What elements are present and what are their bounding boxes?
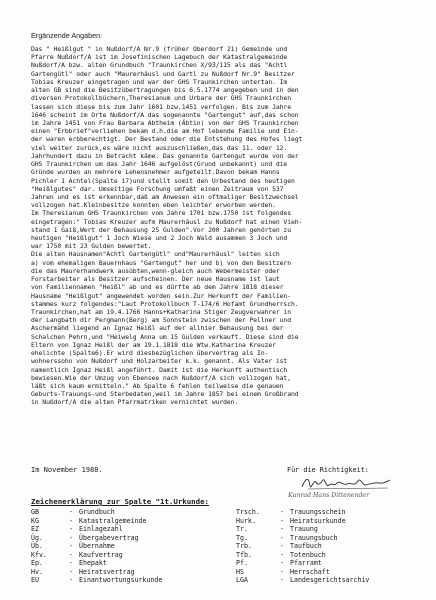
body-line: Geburts-Trauungs-und Sterbedaten,weil im Jahre 1857 bei einem Großbrand [31, 390, 299, 399]
legend-row [236, 525, 369, 534]
legend-row [236, 551, 369, 560]
body-line: alten GB sind die Besitzübertragungen bis 6.5.1774 angegeben und in den [31, 86, 299, 95]
body-line: Forstarbeiter als Besitzer aufscheinen. Der neue Hausname ist laut [31, 275, 280, 284]
body-line: Aschermähd liegend an Ignaz Heißl auf der allhier Behausung bei der [31, 324, 284, 333]
legend-row [31, 551, 162, 560]
legend-label: Kaufvertrag [79, 550, 123, 559]
legend-separator: - [69, 576, 73, 584]
body-line: diversen Protokollbüchern,Theresianum und Urbare der GHS Traunkirchen [31, 94, 291, 103]
legend-abbreviation: Trb. [236, 542, 252, 550]
body-line: läßt sich kaum ermitteln." Ab Spalte 6 fehlen teilweise die genauen [31, 381, 284, 390]
legend-row [236, 559, 369, 568]
body-line: Schalchen Pehrn,und "Heiwelg Anna um 15 Gulden verkauft. Diese sind die [31, 332, 299, 341]
legend-abbreviation: Pf. [236, 559, 248, 567]
body-line: viel weiter zurück,es wäre nicht auszuschließen,das das 11. oder 12. [31, 143, 288, 152]
legend-row [31, 568, 162, 577]
body-line: in Nußdorf/A die alten Pfarrmatriken vernichtet wurden. [31, 398, 239, 407]
legend-label: Trauungsschein [290, 508, 346, 516]
legend-row [236, 508, 369, 517]
legend-separator: - [69, 516, 73, 525]
legend-label: Pfarramt [290, 559, 322, 567]
legend-abbreviation: Hurk. [236, 516, 256, 525]
legend-separator: - [280, 516, 284, 525]
legend-label: Katastralgemeinde [79, 516, 147, 525]
body-line: a) vom ehemaligen Bauernhaus "Gartengut" her und b) von den Besitzern [31, 258, 291, 267]
body-line: Gründe wurden an mehrere Lehensnehmer aufgeteilt.Davon bekam Hanns [31, 168, 280, 177]
legend-separator: - [280, 525, 284, 533]
legend-row [236, 534, 369, 543]
confirmation-label: Für die Richtigkeit: [287, 466, 369, 474]
body-line: namentlich Ignaz Heißl angeführt. Damit ist die Herkunft authentisch [31, 365, 288, 374]
legend-abbreviation: Tfb. [236, 550, 252, 559]
legend-row [31, 534, 162, 543]
legend-abbreviation: GB [31, 508, 39, 516]
body-line: "Heißlgutes" dar. Umseitige Forschung umfaßt einen Zeitraum von 537 [31, 184, 284, 193]
body-line: im Jahre 1451 von Frau Barbara Abtheim (Äbtin) von der GHS Traunkirchen [31, 118, 299, 127]
legend-label: Grundbuch [79, 508, 115, 516]
legend-row [236, 568, 369, 577]
legend-label: Trauung [290, 525, 318, 533]
body-line: lassen sich diese bis zum Jahr 1601 bzw.1451 verfolgen. Bis zum Jahre [31, 102, 291, 111]
legend-abbreviation: Trsch. [236, 508, 260, 516]
body-line: Gartengütl" oder auch "Maurerhäusl und Gartl zu Nußdorf Nr.9" Besitzer [31, 69, 295, 78]
body-line: wohnerssohn von Nußdorf und Holzarbeiter k.k. genannt. Als Vater ist [31, 357, 288, 366]
legend-row [236, 517, 369, 526]
body-line: Hausname "Heißlgut" angewendet worden sein.Zur Herkunft der Familien- [31, 291, 291, 300]
legend-right-column [236, 508, 369, 585]
legend-abbreviation: Üg. [31, 533, 43, 542]
body-line: bewiesen.Wie der Umzug von Ebensee nach Nußdorf/A sich vollzogen hat, [31, 373, 291, 382]
legend-abbreviation: Ep. [31, 559, 43, 567]
body-line: stand 1 Gaiß,Wert der Behausung 25 Gulden".Vor 200 Jahren gehörten zu [31, 225, 291, 234]
body-line: Die alten Hausnamen"Achtl Gartengütl" und"Maurerhäusl" leiten sich [31, 250, 280, 259]
legend-label: Ehepakt [79, 559, 107, 567]
legend-abbreviation: Tr. [236, 525, 248, 533]
body-line: Im Theresianum GHS Traunkirchen vom Jahre 1701 bzw.1750 ist folgendes [31, 209, 291, 218]
body-line: Jahren und es ist erkennbar,daß am Anwesen ein oftmaliger Besitzwechsel [31, 192, 299, 201]
legend-separator: - [280, 542, 284, 550]
legend-separator: - [280, 559, 284, 567]
legend-label: Heiratsvertrag [79, 567, 135, 576]
legend-separator: - [69, 567, 73, 576]
body-line: Traunkirchen,hat am 19.4.1766 Hanns+Katharina Stiger Zeugverwahrer in [31, 308, 291, 316]
body-line: heutigen "Heißlgut" 1 Joch Wiese und 2 Joch Wald ausammen 3 Joch und [31, 234, 288, 243]
legend-abbreviation: KG [31, 516, 39, 525]
legend-label: Herrschaft [290, 567, 330, 576]
legend-label: Übergabevertrag [79, 533, 139, 542]
body-line: Eltern von Ignaz Heißl der am 19.1.1818 die Wtw.Katharina Kreuzer [31, 340, 276, 349]
legend-abbreviation: LGA [236, 576, 248, 584]
body-line: war 1750 mit 23 Gulden bewertet. [31, 242, 152, 251]
legend-left-column [31, 508, 162, 585]
body-line: Tobias Kreuzer eingetragen und war der GHS Traunkirchen untertan. Im [31, 77, 288, 86]
document-date: Im November 1988. [31, 466, 103, 474]
legend-separator: - [69, 533, 73, 542]
body-line: Nußdorf/A bzw. alten Grundbuch "Traunkirchen X/93/115 als das "Achtl [31, 61, 288, 70]
legend-separator: - [69, 508, 73, 516]
signature-image [300, 474, 392, 492]
legend-label: Übernahme [79, 542, 115, 550]
legend-separator: - [69, 559, 73, 567]
legend-title: Zeichenerklärung zur Spalte "1t.Urkunde: [31, 497, 209, 506]
legend-row [236, 542, 369, 551]
legend-separator: - [280, 567, 284, 576]
legend-separator: - [280, 576, 284, 584]
body-line: Pichler 1 Achtel(Spalte 17)und stellt somit den Urbestand des heutigen [31, 176, 295, 185]
body-line: ehelichte (Spalte6).Er wird diesbezüglichen übervertrag als In- [31, 349, 269, 358]
legend-label: Trauungsbuch [290, 533, 338, 542]
legend-label: Einantwortungsurkunde [79, 576, 163, 584]
body-line: Pfarre Nußdorf/A ist im Josefinischen Lagebuch der Katastralgemeinde [31, 53, 288, 62]
legend-row [31, 576, 162, 585]
body-line: einen "Erbbrief"verliehen bekam d.h.die am Hof lebende Familie und Ein- [31, 127, 299, 136]
body-line: Das " Heißlgut " in Nußdorf/A Nr.9 (früher Oberdorf 21) Gemeinde und [31, 45, 288, 53]
body-line: stammes kurz folgendes:"Laut Protokollbuch T-174/6 Hofamt Grundherrsch. [31, 299, 299, 308]
legend-abbreviation: EZ [31, 525, 39, 533]
legend-separator: - [69, 542, 73, 550]
legend-row [31, 542, 162, 551]
legend-abbreviation: Üb. [31, 542, 43, 550]
legend-abbreviation: Kfv. [31, 550, 47, 559]
body-line: von Familiennamen "Heißl" ab und es dürfte ab dem Jahre 1818 dieser [31, 283, 284, 292]
legend-label: Einlagezahl [79, 525, 123, 533]
legend-label: Totenbuch [290, 550, 326, 559]
legend-row [31, 517, 162, 526]
page-heading: Ergänzende Angaben: [31, 31, 103, 40]
body-line: der Langbath dir Pergmann(Berg) am Sonnstein zwischen der Pellner und [31, 316, 291, 325]
legend-label: Heiratsurkunde [290, 516, 346, 525]
body-line: GHS Traunkirchen um das Jahr 1646 aufgelöst(Grund unbekannt) und die [31, 160, 288, 169]
legend-abbreviation: Hv. [31, 567, 43, 576]
signature-printed-name: Kunrad Hans Dittenender [288, 492, 370, 499]
legend-abbreviation: EU [31, 576, 39, 584]
legend-row [31, 508, 162, 517]
legend-row [31, 559, 162, 568]
body-line: 1646 scheint im Orte Nußdorf/A das sogenannte "Gartengut" auf,das schon [31, 110, 299, 119]
body-line: Jahrhundert dazu in Betracht käme. Das genannte Gartengut wurde von der [31, 151, 299, 160]
body-line: der waren erbberechtigt. Der Bestand oder die Entstehung des Hofes liegt [31, 135, 303, 144]
body-line: eingetragen:" Tobias Kreuzer aufm Maurerhäusl zu Nußdorf hat einen Vieh- [31, 217, 303, 226]
legend-separator: - [69, 525, 73, 533]
legend-row [31, 525, 162, 534]
legend-abbreviation: HS [236, 567, 244, 576]
legend-separator: - [280, 550, 284, 559]
legend-abbreviation: Tg. [236, 533, 248, 542]
legend-separator: - [280, 533, 284, 542]
legend-label: Landesgerichtsarchiv [290, 576, 370, 584]
body-line: vollzogen hat.Kleinbesitze konnten eben leichter erworben werden. [31, 201, 276, 210]
body-text [31, 45, 416, 407]
legend-separator: - [280, 508, 284, 516]
legend-label: Taufbuch [290, 542, 322, 550]
body-line: die das Maurerhandwerk ausübten,wenn-gleich auch Webermeister oder [31, 266, 280, 275]
legend-separator: - [69, 550, 73, 559]
legend-row [236, 576, 369, 585]
